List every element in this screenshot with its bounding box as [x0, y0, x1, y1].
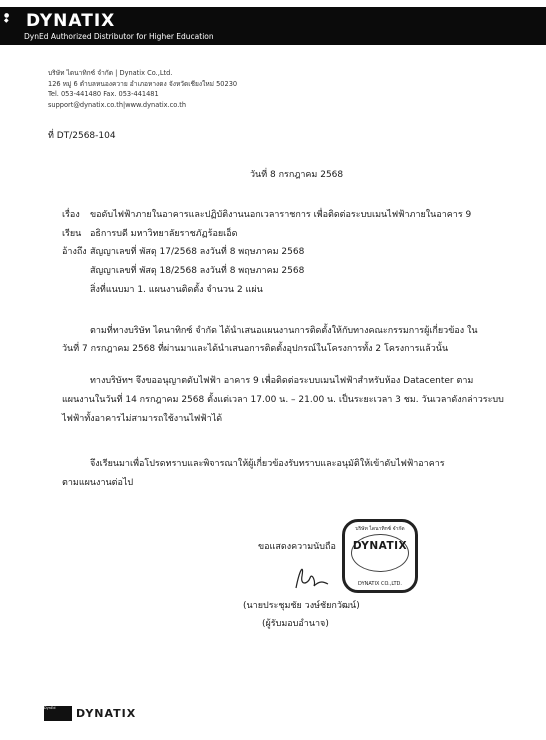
- to-label: เรียน: [62, 229, 82, 239]
- address-line: 126 หมู่ 6 ตำบลหนองควาย อำเภอหางดง จังหวัดเชียงใหม่ 50230: [48, 79, 238, 88]
- closing-salutation: ขอแสดงความนับถือ: [258, 542, 336, 552]
- paragraph-2-line: ทางบริษัทฯ จึงขออนุญาตดับไฟฟ้า อาคาร 9 เพื่อติดต่อระบบเมนไฟฟ้าสำหรับห้อง Datacenter ตาม: [90, 376, 474, 386]
- subject-label: เรื่อง: [62, 210, 80, 220]
- signer-name: (นายประชุมชัย วงษ์ชัยกวัฒน์): [243, 601, 360, 611]
- logo-mark-icon: ● ◆: [4, 12, 10, 24]
- seal-logo: DYNATIX: [352, 540, 408, 552]
- tagline: DynEd Authorized Distributor for Higher Education: [24, 32, 214, 41]
- company-seal: [342, 519, 418, 593]
- letter-date: วันที่ 8 กรกฎาคม 2568: [250, 170, 344, 180]
- signature: [290, 560, 330, 594]
- paragraph-3-line: ตามแผนงานต่อไป: [62, 478, 134, 488]
- letterhead-banner: [0, 7, 546, 45]
- seal-bottom-text: DYNATIX CO.,LTD.: [358, 581, 402, 587]
- company-address: [48, 68, 237, 110]
- brand-logo: DYNATIX: [26, 11, 116, 31]
- reference-item: สัญญาเลขที่ พัสดุ 18/2568 ลงวันที่ 8 พฤษภาคม 2568: [90, 266, 305, 276]
- paragraph-2-line: แผนงานในวันที่ 14 กรกฎาคม 2568 ตั้งแต่เวลา 17.00 น. – 21.00 น. เป็นระยะเวลา 3 ชม. วันเวลาดังกล่าวระบบ: [62, 395, 504, 405]
- paragraph-2-line: ไฟฟ้าทั้งอาคารไม่สามารถใช้งานไฟฟ้าได้: [62, 414, 223, 424]
- recipient: อธิการบดี มหาวิทยาลัยราชภัฏร้อยเอ็ด: [90, 229, 238, 239]
- address-line: บริษัท ไดนาทิกซ์ จำกัด | Dynatix Co.,Ltd.: [48, 69, 173, 77]
- paragraph-3-line: จึงเรียนมาเพื่อโปรดทราบและพิจารณาให้ผู้เกี่ยวข้องรับทราบและอนุมัติให้เข้าดับไฟฟ้าอาคาร: [90, 459, 445, 469]
- reference-item: สัญญาเลขที่ พัสดุ 17/2568 ลงวันที่ 8 พฤษภาคม 2568: [90, 247, 305, 257]
- subject-text: ขอดับไฟฟ้าภายในอาคารและปฏิบัติงานนอกเวลาราชการ เพื่อติดต่อระบบเมนไฟฟ้าภายในอาคาร 9: [90, 210, 472, 220]
- address-line: Tel. 053-441480 Fax. 053-441481: [48, 90, 159, 98]
- footer-brand: DYNATIX: [76, 707, 137, 720]
- footer-box-text: DynEd: [44, 706, 56, 710]
- attachment: สิ่งที่แนบมา 1. แผนงานติดตั้ง จำนวน 2 แผ่น: [90, 285, 263, 295]
- footer-logo-box: [44, 706, 72, 721]
- paragraph-1-line: วันที่ 7 กรกฎาคม 2568 ที่ผ่านมาและได้นำเสนอการติดตั้งอุปกรณ์ในโครงการทั้ง 2 โครงการแล้วนั้น: [62, 344, 449, 354]
- paragraph-1-line: ตามที่ทางบริษัท ไดนาทิกซ์ จำกัด ได้นำเสนอแผนงานการติดตั้งให้กับทางคณะกรรมการผู้เกี่ยวข้อง ใน: [90, 326, 478, 336]
- seal-top-text: บริษัท ไดนาทิกซ์ จำกัด: [355, 526, 405, 532]
- refs-label: อ้างถึง: [62, 247, 87, 257]
- reference-number: ที่ DT/2568-104: [48, 131, 116, 141]
- address-line: support@dynatix.co.th|www.dynatix.co.th: [48, 100, 187, 109]
- signer-role: (ผู้รับมอบอำนาจ): [262, 619, 329, 629]
